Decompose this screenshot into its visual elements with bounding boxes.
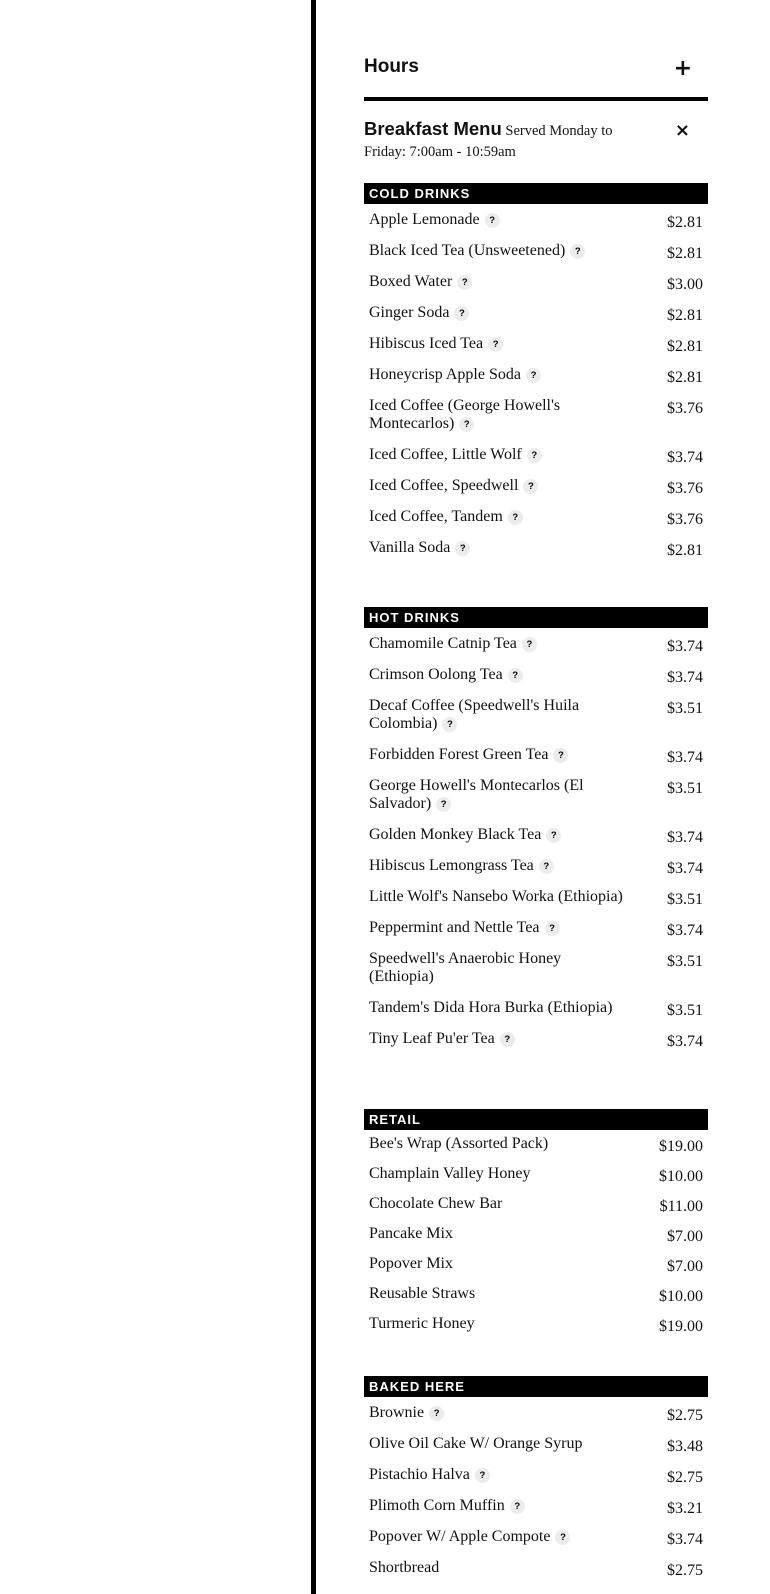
menu-item-name: Iced Coffee, Little Wolf [369,446,522,463]
menu-item[interactable] [364,390,708,439]
menu-item-list [364,204,708,563]
expand-plus-icon[interactable]: + [673,56,692,81]
menu-item-price: $3.76 [667,480,703,497]
info-question-icon[interactable]: ? [488,337,503,352]
menu-item-name: Reusable Straws [369,1285,476,1302]
info-question-icon[interactable]: ? [455,541,470,556]
menu-item-name: Hibiscus Lemongrass Tea [369,857,534,874]
menu-item-name: Boxed Water [369,273,453,290]
menu-item-name: Iced Coffee (George Howell's Montecarlos) [369,397,561,432]
menu-item[interactable] [364,297,708,328]
menu-item-price: $3.74 [667,922,703,939]
section-header: BAKED HERE [364,1376,708,1397]
menu-item-name: Decaf Coffee (Speedwell's Huila Colombia) [369,697,580,732]
info-question-icon[interactable]: ? [523,479,538,494]
menu-item-price: $3.51 [667,700,703,717]
menu-item[interactable] [364,770,708,819]
menu-item[interactable] [364,912,708,943]
menu-item-name-wrap [369,211,625,229]
menu-item-price: $3.76 [667,511,703,528]
menu-item[interactable] [364,1490,708,1521]
info-question-icon[interactable]: ? [508,510,523,525]
menu-item-name: Little Wolf's Nansebo Worka (Ethiopia) [369,888,623,905]
menu-item-name: Ginger Soda [369,304,450,321]
menu-item[interactable] [364,1160,708,1190]
section-header: RETAIL [364,1109,708,1130]
menu-item-name-wrap [369,1255,625,1273]
menu-item-price: $3.74 [667,1531,703,1548]
menu-item-price: $3.74 [667,749,703,766]
menu-item[interactable] [364,439,708,470]
menu-header [364,118,634,163]
menu-item[interactable] [364,1428,708,1459]
menu-item-list [364,628,708,1054]
column-divider [311,0,316,1594]
menu-item-price: $2.75 [667,1407,703,1424]
menu-item-price: $7.00 [667,1228,703,1245]
menu-item-name: Vanilla Soda [369,539,451,556]
info-question-icon[interactable]: ? [457,275,472,290]
info-question-icon[interactable]: ? [508,668,523,683]
menu-item-name: Peppermint and Nettle Tea [369,919,540,936]
section-retail [364,1109,708,1340]
menu-item[interactable] [364,628,708,659]
menu-item-name: Tiny Leaf Pu'er Tea [369,1030,495,1047]
menu-item[interactable] [364,1280,708,1310]
section-header: HOT DRINKS [364,607,708,628]
info-question-icon[interactable]: ? [527,448,542,463]
menu-item-name: George Howell's Montecarlos (El Salvador) [369,777,584,812]
menu-item-name-wrap [369,1497,625,1515]
menu-item-price: $3.74 [667,449,703,466]
info-question-icon[interactable]: ? [436,797,451,812]
menu-item-price: $2.81 [667,307,703,324]
menu-item-name-wrap [369,919,625,937]
menu-item-price: $3.51 [667,780,703,797]
info-question-icon[interactable]: ? [500,1032,515,1047]
menu-item-price: $3.51 [667,891,703,908]
section-cold-drinks [364,183,708,563]
menu-item-name: Popover Mix [369,1255,453,1272]
menu-item-name: Black Iced Tea (Unsweetened) [369,242,566,259]
menu-item-price: $3.74 [667,860,703,877]
menu-item-price: $2.81 [667,542,703,559]
menu-title: Breakfast Menu [364,118,502,139]
menu-item-name-wrap [369,539,625,557]
menu-item[interactable] [364,266,708,297]
menu-item[interactable] [364,359,708,390]
menu-item-price: $3.51 [667,953,703,970]
menu-item-price: $3.74 [667,1033,703,1050]
info-question-icon[interactable]: ? [429,1406,444,1421]
menu-item-name: Crimson Oolong Tea [369,666,503,683]
menu-item[interactable] [364,881,708,912]
menu-item-name-wrap [369,1285,625,1303]
menu-item-price: $3.74 [667,638,703,655]
menu-item-name: Iced Coffee, Speedwell [369,477,519,494]
menu-item-name-wrap [369,446,625,464]
menu-item-name-wrap [369,826,625,844]
menu-item[interactable] [364,1552,708,1583]
section-baked-here [364,1376,708,1583]
hours-title: Hours [364,56,419,77]
menu-item[interactable] [364,819,708,850]
info-question-icon[interactable]: ? [454,306,469,321]
menu-item-name-wrap [369,999,625,1017]
menu-item-name: Shortbread [369,1559,440,1576]
menu-item-name-wrap [369,366,625,384]
menu-item-name-wrap [369,857,625,875]
info-question-icon[interactable]: ? [459,417,474,432]
menu-item-name: Champlain Valley Honey [369,1165,531,1182]
menu-item-name-wrap [369,508,625,526]
menu-item-name-wrap [369,335,625,353]
menu-item-price: $19.00 [659,1138,703,1155]
menu-item-name-wrap [369,477,625,495]
menu-item-name: Forbidden Forest Green Tea [369,746,549,763]
menu-item[interactable] [364,690,708,739]
menu-item-name-wrap [369,397,625,433]
menu-item[interactable] [364,850,708,881]
menu-item-price: $11.00 [659,1198,703,1215]
menu-item-name: Hibiscus Iced Tea [369,335,484,352]
menu-item-price: $10.00 [659,1168,703,1185]
menu-item-name-wrap [369,1225,625,1243]
info-question-icon[interactable]: ? [545,921,560,936]
menu-item-name: Golden Monkey Black Tea [369,826,542,843]
menu-item-price: $2.81 [667,369,703,386]
menu-item-name-wrap [369,1559,625,1577]
menu-item[interactable] [364,943,708,992]
menu-item-name: Turmeric Honey [369,1315,475,1332]
menu-item-name: Pistachio Halva [369,1466,470,1483]
menu-item[interactable] [364,1220,708,1250]
menu-item-list [364,1130,708,1340]
info-question-icon[interactable]: ? [539,859,554,874]
menu-item-name: Apple Lemonade [369,211,480,228]
menu-item-name-wrap [369,273,625,291]
section-header: COLD DRINKS [364,183,708,204]
menu-item-name-wrap [369,1315,625,1333]
menu-item-name: Chamomile Catnip Tea [369,635,517,652]
menu-item[interactable] [364,659,708,690]
menu-item[interactable] [364,328,708,359]
menu-item-price: $3.48 [667,1438,703,1455]
menu-item[interactable] [364,1310,708,1340]
menu-item-name: Chocolate Chew Bar [369,1195,503,1212]
info-question-icon[interactable]: ? [555,1530,570,1545]
menu-serving-hours: Served Monday to Friday: 7:00am - 10:59am [364,123,613,160]
menu-item-price: $2.81 [667,214,703,231]
menu-item[interactable] [364,1130,708,1160]
menu-item[interactable] [364,1023,708,1054]
menu-item[interactable] [364,1190,708,1220]
menu-item-name: Iced Coffee, Tandem [369,508,503,525]
info-question-icon[interactable]: ? [526,368,541,383]
menu-item[interactable] [364,204,708,235]
menu-item-name-wrap [369,950,625,986]
info-question-icon[interactable]: ? [522,637,537,652]
menu-item-name-wrap [369,1195,625,1213]
collapse-close-icon[interactable]: × [674,120,690,141]
menu-item-price: $7.00 [667,1258,703,1275]
menu-item-name-wrap [369,1528,625,1546]
info-question-icon[interactable]: ? [442,717,457,732]
info-question-icon[interactable]: ? [570,244,585,259]
section-hot-drinks [364,607,708,1054]
menu-item-name-wrap [369,888,625,906]
menu-item-name: Pancake Mix [369,1225,453,1242]
menu-item-price: $3.76 [667,400,703,417]
menu-item[interactable] [364,992,708,1023]
menu-item-name-wrap [369,697,625,733]
menu-item-name-wrap [369,1030,625,1048]
menu-item-price: $19.00 [659,1318,703,1335]
menu-item-price: $3.51 [667,1002,703,1019]
menu-item-price: $2.75 [667,1562,703,1579]
menu-item-price: $3.21 [667,1500,703,1517]
hours-accordion[interactable] [364,54,708,84]
menu-item-price: $2.75 [667,1469,703,1486]
menu-item-name-wrap [369,746,625,764]
menu-item-name: Tandem's Dida Hora Burka (Ethiopia) [369,999,613,1016]
menu-item[interactable] [364,1397,708,1428]
menu-item[interactable] [364,501,708,532]
menu-item-name: Speedwell's Anaerobic Honey (Ethiopia) [369,950,562,985]
menu-item-name-wrap [369,777,625,813]
menu-item-price: $2.81 [667,338,703,355]
menu-item-price: $10.00 [659,1288,703,1305]
menu-item[interactable] [364,1521,708,1552]
menu-item-price: $3.74 [667,829,703,846]
menu-item[interactable] [364,235,708,266]
menu-item-name: Brownie [369,1404,425,1421]
menu-item[interactable] [364,739,708,770]
menu-item-name-wrap [369,666,625,684]
menu-item-name-wrap [369,1435,625,1453]
menu-item-name-wrap [369,1165,625,1183]
menu-item-name-wrap [369,242,625,260]
menu-item-list [364,1397,708,1583]
menu-item-name-wrap [369,1135,625,1153]
menu-item-name-wrap [369,304,625,322]
menu-item[interactable] [364,470,708,501]
info-question-icon[interactable]: ? [485,213,500,228]
menu-item-price: $3.00 [667,276,703,293]
hours-divider [364,97,708,101]
menu-item-name: Plimoth Corn Muffin [369,1497,505,1514]
menu-item-name-wrap [369,1466,625,1484]
menu-item-name: Popover W/ Apple Compote [369,1528,551,1545]
menu-item-name: Bee's Wrap (Assorted Pack) [369,1135,549,1152]
menu-item[interactable] [364,532,708,563]
menu-item-price: $2.81 [667,245,703,262]
info-question-icon[interactable]: ? [475,1468,490,1483]
menu-item[interactable] [364,1459,708,1490]
menu-item[interactable] [364,1250,708,1280]
info-question-icon[interactable]: ? [546,828,561,843]
menu-item-name-wrap [369,1404,625,1422]
info-question-icon[interactable]: ? [553,748,568,763]
menu-item-name-wrap [369,635,625,653]
info-question-icon[interactable]: ? [510,1499,525,1514]
menu-item-name: Olive Oil Cake W/ Orange Syrup [369,1435,583,1452]
menu-item-name: Honeycrisp Apple Soda [369,366,521,383]
menu-item-price: $3.74 [667,669,703,686]
